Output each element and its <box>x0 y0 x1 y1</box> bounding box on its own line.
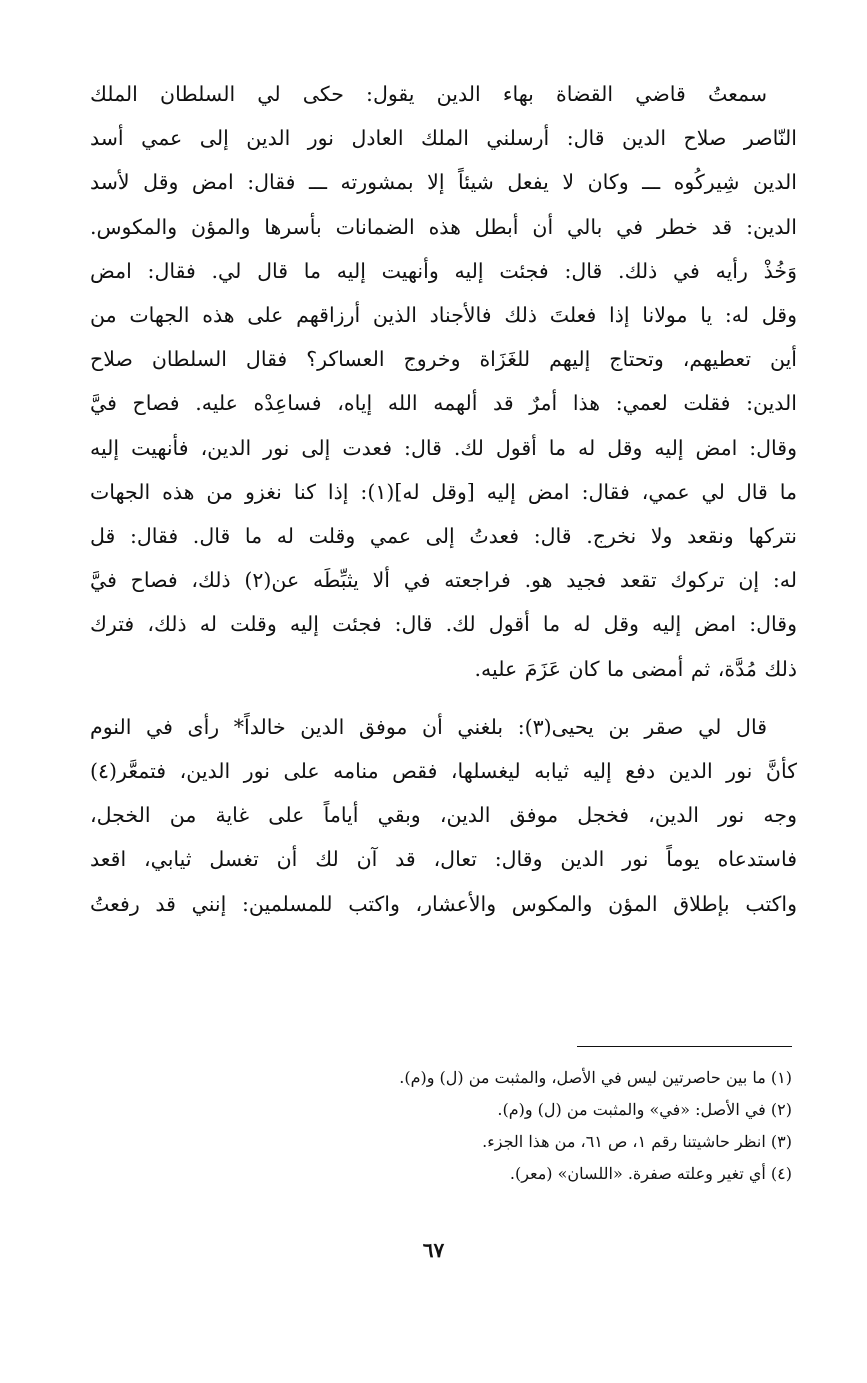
text-line: وقل له: يا مولانا إذا فعلتَ ذلك فالأجناد الذين أرزاقهم على هذه الجهات من <box>90 303 797 328</box>
page-body <box>90 72 797 926</box>
footnote-2: (٢) في الأصل: «في» والمثبت من (ل) و(م). <box>497 1100 792 1119</box>
text-line: ذلك مُدَّة، ثم أمضى ما كان عَزَمَ عليه. <box>474 656 797 681</box>
text-line: أين تعطيهم، وتحتاج إليهم للغَزَاة وخروج العساكر؟ فقال السلطان صلاح <box>90 347 797 372</box>
paragraph-1 <box>90 72 797 691</box>
page-number: ٦٧ <box>422 1238 445 1262</box>
footnote-divider <box>577 1046 792 1047</box>
text-line: النّاصر صلاح الدين قال: أرسلني الملك العادل نور الدين إلى عمي أسد <box>90 126 797 151</box>
text-line: فاستدعاه يوماً نور الدين وقال: تعال، قد آن لك أن تغسل ثيابي، اقعد <box>90 847 797 872</box>
footnote-1: (١) ما بين حاصرتين ليس في الأصل، والمثبت من (ل) و(م). <box>399 1068 792 1087</box>
footnotes <box>152 1062 792 1190</box>
text-line: وَخُذْ رأيه في ذلك. قال: فجئت إليه وأنهيت إليه ما قال لي. فقال: امض <box>90 258 797 283</box>
footnote-4: (٤) أي تغير وعلته صفرة. «اللسان» (معر). <box>509 1164 792 1183</box>
text-line: الدين: قد خطر في بالي أن أبطل هذه الضمانات بأسرها والمؤن والمكوس. <box>90 214 797 239</box>
text-line: قال لي صقر بن يحيى(٣): بلغني أن موفق الدين خالداً* رأى في النوم <box>90 714 767 739</box>
text-line: ما قال لي عمي، فقال: امض إليه [وقل له](١): إذا كنا نغزو من هذه الجهات <box>90 479 797 504</box>
text-line: الدين: فقلت لعمي: هذا أمرٌ قد ألهمه الله إياه، فساعِدْه عليه. فصاح فيَّ <box>90 391 797 416</box>
text-line: وقال: امض إليه وقل له ما أقول لك. قال: فعدت إلى نور الدين، فأنهيت إليه <box>90 435 797 460</box>
text-line: له: إن تركوك تقعد فجيد هو. فراجعته في ألا يثبِّطَه عن(٢) ذلك، فصاح فيَّ <box>90 568 797 593</box>
paragraph-2 <box>90 705 797 926</box>
footnote-3: (٣) انظر حاشيتنا رقم ١، ص ٦١، من هذا الجزء. <box>482 1132 792 1151</box>
text-line: وقال: امض إليه وقل له ما أقول لك. قال: فجئت إليه وقلت له ذلك، فترك <box>90 612 797 637</box>
text-line: كأنَّ نور الدين دفع إليه ثيابه ليغسلها، فقص منامه على نور الدين، فتمعَّر(٤) <box>90 759 797 784</box>
text-line: الدين شِيركُوه ـــ وكان لا يفعل شيئاً إلا بمشورته ـــ فقال: امض وقل لأسد <box>90 170 797 195</box>
text-line: سمعتُ قاضي القضاة بهاء الدين يقول: حكى لي السلطان الملك <box>90 82 767 106</box>
text-line: وجه نور الدين، فخجل موفق الدين، وبقي أياماً على غاية من الخجل، <box>90 803 797 828</box>
text-line: نتركها ونقعد ولا نخرج. قال: فعدتُ إلى عمي وقلت له ما قال. فقال: قل <box>90 524 797 549</box>
text-line: واكتب بإطلاق المؤن والمكوس والأعشار، واكتب للمسلمين: إنني قد رفعتُ <box>90 891 797 916</box>
